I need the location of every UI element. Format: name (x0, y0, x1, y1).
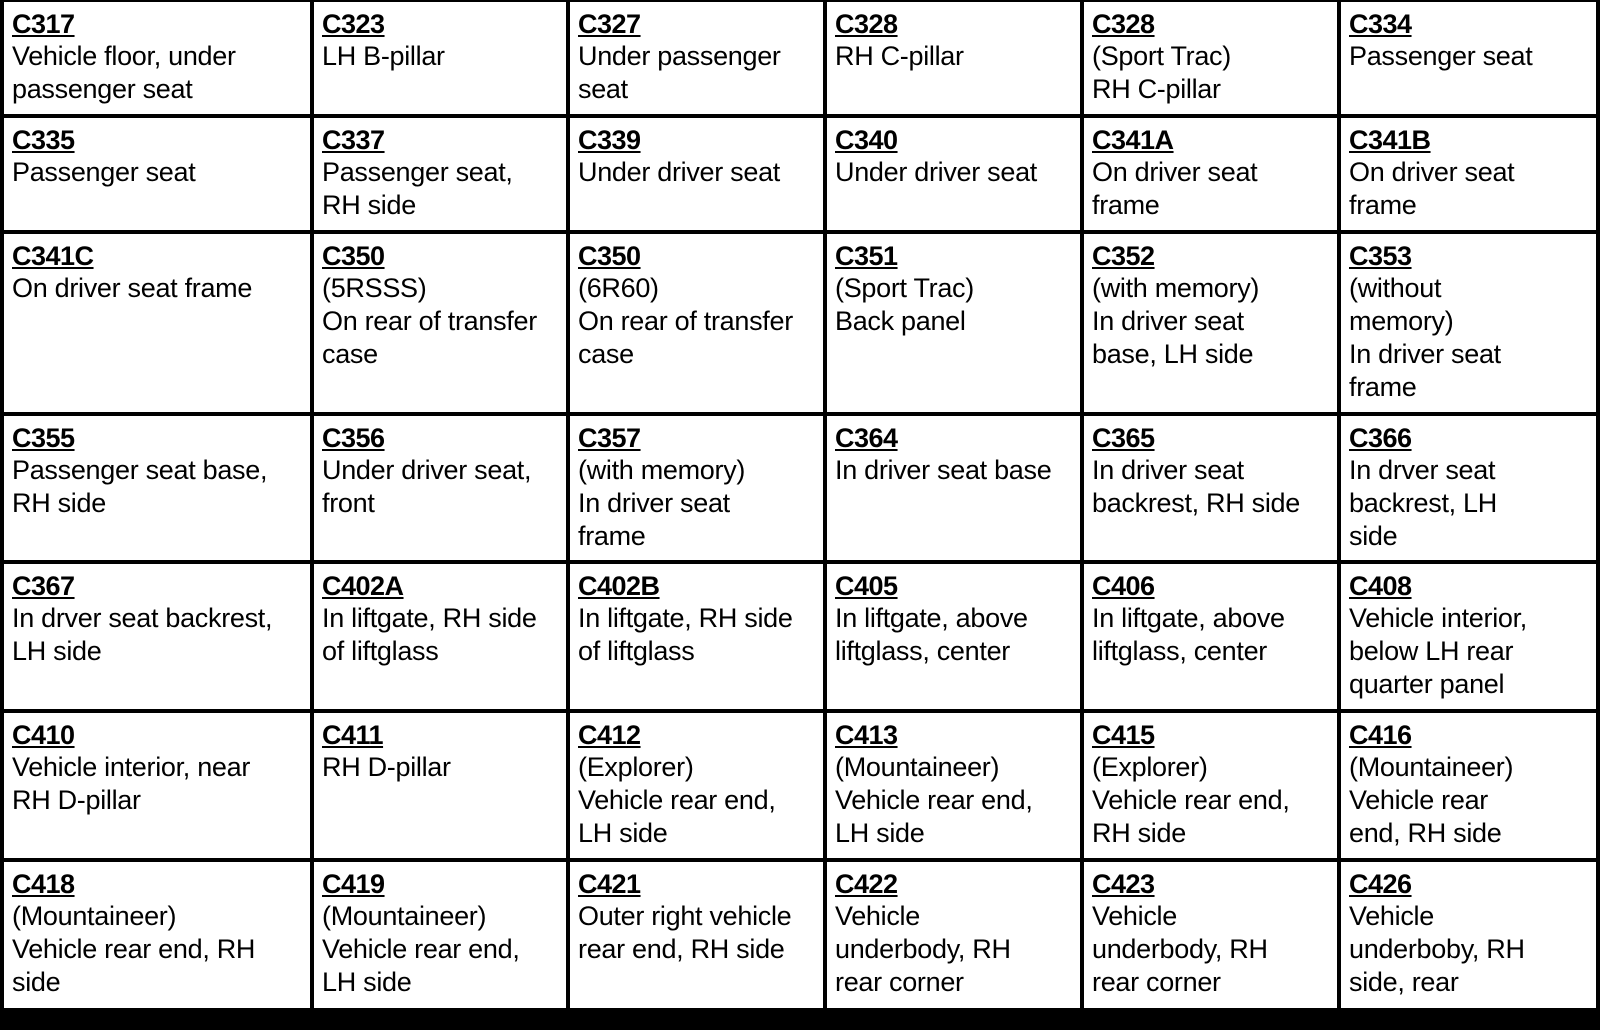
connector-cell (827, 234, 1080, 412)
connector-location-line: of liftglass (322, 636, 439, 666)
connector-location-line: liftglass, center (1092, 636, 1267, 666)
connector-code: C352 (1092, 241, 1155, 271)
connector-location-line: Passenger seat (12, 157, 196, 187)
connector-code: C341B (1349, 125, 1431, 155)
connector-code: C355 (12, 423, 75, 453)
connector-cell (4, 118, 310, 230)
connector-cell (314, 564, 566, 709)
connector-location-line: Under driver seat (578, 157, 780, 187)
connector-cell (570, 713, 823, 858)
connector-cell (1341, 713, 1596, 858)
connector-code: C366 (1349, 423, 1412, 453)
connector-code: C341A (1092, 125, 1174, 155)
connector-cell (827, 564, 1080, 709)
connector-location-line: LH side (578, 818, 668, 848)
connector-location-line: (with memory) (1092, 273, 1260, 303)
connector-cell (1341, 564, 1596, 709)
connector-location-line: side, rear (1349, 967, 1459, 997)
connector-code: C328 (1092, 9, 1155, 39)
connector-code: C356 (322, 423, 385, 453)
connector-location-line: (Explorer) (578, 752, 694, 782)
connector-cell (827, 862, 1080, 1008)
connector-location-line: RH side (1092, 818, 1186, 848)
connector-cell (1341, 234, 1596, 412)
connector-location-line: underbody, RH (835, 934, 1011, 964)
connector-location-line: In liftgate, RH side (578, 603, 793, 633)
connector-location-line: LH side (835, 818, 925, 848)
connector-location-line: liftglass, center (835, 636, 1010, 666)
connector-cell (4, 416, 310, 560)
connector-cell (570, 862, 823, 1008)
connector-cell (570, 564, 823, 709)
connector-code: C410 (12, 720, 75, 750)
connector-location-line: case (322, 339, 378, 369)
connector-location-line: RH side (12, 488, 106, 518)
connector-location-line: base, LH side (1092, 339, 1254, 369)
connector-location-line: (Mountaineer) (835, 752, 1000, 782)
connector-location-line: (Sport Trac) (835, 273, 974, 303)
connector-code: C421 (578, 869, 641, 899)
connector-location-line: memory) (1349, 306, 1454, 336)
connector-location-line: In driver seat (578, 488, 730, 518)
connector-code: C416 (1349, 720, 1412, 750)
connector-location-line: Vehicle (835, 901, 920, 931)
connector-location-line: RH D-pillar (12, 785, 141, 815)
connector-cell (570, 416, 823, 560)
connector-cell (1084, 862, 1337, 1008)
connector-cell (4, 564, 310, 709)
connector-location-line: (Mountaineer) (12, 901, 177, 931)
connector-code: C413 (835, 720, 898, 750)
connector-location-line: On driver seat frame (12, 273, 253, 303)
connector-location-line: rear end, RH side (578, 934, 785, 964)
connector-location-line: Vehicle rear end, (578, 785, 776, 815)
connector-code: C328 (835, 9, 898, 39)
connector-code: C353 (1349, 241, 1412, 271)
connector-cell (1084, 564, 1337, 709)
connector-location-line: Under driver seat, (322, 455, 532, 485)
connector-location-line: (with memory) (578, 455, 746, 485)
connector-code: C337 (322, 125, 385, 155)
connector-cell (1084, 713, 1337, 858)
connector-location-line: Vehicle rear end, (835, 785, 1033, 815)
connector-code: C334 (1349, 9, 1412, 39)
connector-location-line: RH side (322, 190, 416, 220)
connector-cell (4, 713, 310, 858)
connector-code: C350 (322, 241, 385, 271)
connector-location-line: backrest, RH side (1092, 488, 1300, 518)
connector-cell (4, 2, 310, 114)
connector-location-line: Back panel (835, 306, 966, 336)
connector-cell (1084, 234, 1337, 412)
connector-location-line: of liftglass (578, 636, 695, 666)
connector-cell (1341, 2, 1596, 114)
connector-code: C415 (1092, 720, 1155, 750)
connector-code: C339 (578, 125, 641, 155)
connector-location-line: Passenger seat, (322, 157, 513, 187)
connector-location-line: LH side (322, 967, 412, 997)
connector-code: C364 (835, 423, 898, 453)
connector-cell (570, 118, 823, 230)
connector-code: C423 (1092, 869, 1155, 899)
connector-location-line: below LH rear (1349, 636, 1514, 666)
connector-location-line: On driver seat (1349, 157, 1515, 187)
connector-cell (1084, 2, 1337, 114)
connector-code: C405 (835, 571, 898, 601)
connector-cell (314, 234, 566, 412)
connector-code: C412 (578, 720, 641, 750)
connector-location-line: side (1349, 521, 1398, 551)
connector-code: C323 (322, 9, 385, 39)
connector-code: C411 (322, 720, 384, 750)
connector-location-line: On rear of transfer (578, 306, 793, 336)
connector-location-line: Vehicle interior, near (12, 752, 251, 782)
connector-code: C317 (12, 9, 75, 39)
connector-location-line: In liftgate, RH side (322, 603, 537, 633)
connector-location-line: On rear of transfer (322, 306, 537, 336)
connector-cell (827, 118, 1080, 230)
connector-code: C357 (578, 423, 641, 453)
connector-cell (1084, 118, 1337, 230)
connector-location-line: Vehicle rear end, (322, 934, 520, 964)
connector-location-line: In drver seat backrest, (12, 603, 273, 633)
connector-location-line: passenger seat (12, 74, 193, 104)
connector-code: C419 (322, 869, 385, 899)
connector-location-line: frame (1349, 190, 1417, 220)
connector-location-line: On driver seat (1092, 157, 1258, 187)
connector-cell (827, 713, 1080, 858)
connector-location-line: (without (1349, 273, 1442, 303)
connector-location-line: quarter panel (1349, 669, 1505, 699)
connector-location-line: Vehicle floor, under (12, 41, 236, 71)
connector-cell (314, 713, 566, 858)
connector-code: C402A (322, 571, 404, 601)
connector-location-line: In driver seat (1092, 455, 1244, 485)
connector-location-line: Passenger seat (1349, 41, 1533, 71)
connector-code: C408 (1349, 571, 1412, 601)
connector-code: C365 (1092, 423, 1155, 453)
connector-code: C426 (1349, 869, 1412, 899)
connector-cell (827, 2, 1080, 114)
connector-location-line: Vehicle rear end, RH (12, 934, 256, 964)
connector-location-line: underboby, RH (1349, 934, 1525, 964)
connector-location-line: front (322, 488, 375, 518)
connector-location-line: side (12, 967, 61, 997)
connector-location-line: Outer right vehicle (578, 901, 792, 931)
connector-location-line: RH C-pillar (835, 41, 964, 71)
connector-location-line: rear corner (835, 967, 964, 997)
connector-location-line: end, RH side (1349, 818, 1502, 848)
connector-location-line: In driver seat base (835, 455, 1052, 485)
connector-cell (570, 234, 823, 412)
connector-code: C327 (578, 9, 641, 39)
connector-location-line: (Explorer) (1092, 752, 1208, 782)
connector-location-line: seat (578, 74, 628, 104)
connector-code: C422 (835, 869, 898, 899)
connector-location-line: In liftgate, above (835, 603, 1028, 633)
connector-code: C406 (1092, 571, 1155, 601)
connector-cell (1084, 416, 1337, 560)
connector-location-line: Vehicle rear (1349, 785, 1488, 815)
connector-location-line: (5RSSS) (322, 273, 427, 303)
connector-cell (570, 2, 823, 114)
connector-location-line: (Mountaineer) (322, 901, 487, 931)
connector-location-line: Vehicle (1349, 901, 1434, 931)
connector-code: C402B (578, 571, 660, 601)
connector-location-line: Vehicle (1092, 901, 1177, 931)
connector-code: C341C (12, 241, 94, 271)
connector-location-line: RH C-pillar (1092, 74, 1221, 104)
connector-cell (4, 234, 310, 412)
connector-cell (1341, 118, 1596, 230)
connector-cell (827, 416, 1080, 560)
connector-location-line: case (578, 339, 634, 369)
connector-location-line: In drver seat (1349, 455, 1496, 485)
connector-code: C367 (12, 571, 75, 601)
connector-location-line: backrest, LH (1349, 488, 1497, 518)
connector-location-line: (Sport Trac) (1092, 41, 1231, 71)
connector-location-line: LH B-pillar (322, 41, 445, 71)
connector-cell (314, 2, 566, 114)
connector-cell (314, 862, 566, 1008)
connector-location-line: frame (1092, 190, 1160, 220)
connector-location-line: RH D-pillar (322, 752, 451, 782)
connector-location-line: frame (1349, 372, 1417, 402)
connector-location-line: (Mountaineer) (1349, 752, 1514, 782)
connector-location-line: Under passenger (578, 41, 781, 71)
connector-location-line: rear corner (1092, 967, 1221, 997)
connector-location-line: Vehicle rear end, (1092, 785, 1290, 815)
connector-location-line: Passenger seat base, (12, 455, 268, 485)
connector-location-line: (6R60) (578, 273, 659, 303)
connector-code: C351 (835, 241, 898, 271)
connector-location-line: In driver seat (1092, 306, 1244, 336)
connector-cell (314, 118, 566, 230)
connector-location-line: Vehicle interior, (1349, 603, 1528, 633)
connector-location-line: In driver seat (1349, 339, 1501, 369)
connector-cell (1341, 862, 1596, 1008)
connector-code: C350 (578, 241, 641, 271)
connector-location-line: In liftgate, above (1092, 603, 1285, 633)
connector-cell (1341, 416, 1596, 560)
connector-code: C335 (12, 125, 75, 155)
connector-cell (314, 416, 566, 560)
connector-location-line: frame (578, 521, 646, 551)
connector-location-line: LH side (12, 636, 102, 666)
connector-cell (4, 862, 310, 1008)
connector-location-line: Under driver seat (835, 157, 1037, 187)
connector-location-line: underbody, RH (1092, 934, 1268, 964)
connector-code: C340 (835, 125, 898, 155)
connector-code: C418 (12, 869, 75, 899)
